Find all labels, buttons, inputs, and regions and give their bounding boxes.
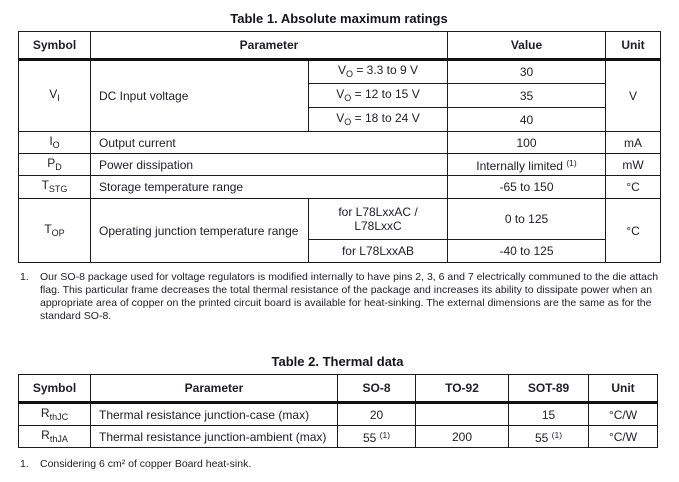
parameter-power-dissipation: Power dissipation <box>91 154 448 176</box>
unit-tstg: °C <box>606 176 661 199</box>
symbol-vi: $V_I$ <box>19 60 91 132</box>
parameter-dc-input-voltage: DC Input voltage <box>91 60 309 132</box>
condition-vo-range-2: $V_O = 12$ to 15 V <box>309 84 448 108</box>
value-top-1: 0 to 125 <box>448 199 606 240</box>
value-top-2: -40 to 125 <box>448 240 606 263</box>
table2-header-unit: Unit <box>589 375 658 403</box>
value-rthja-sot89: 55 $^{(1)}$ <box>509 426 589 448</box>
table-row-tstg <box>19 176 661 199</box>
table2-header-row <box>19 375 658 403</box>
unit-rthja: °C/W <box>589 426 658 448</box>
thermal-data-table <box>18 374 658 448</box>
table-row-io <box>19 132 661 154</box>
symbol-tstg: $T_{STG}$ <box>19 176 91 199</box>
value-tstg: -65 to 150 <box>448 176 606 199</box>
symbol-top: $T_{OP}$ <box>19 199 91 263</box>
table1-footnote <box>20 271 665 323</box>
table2-header-so8: SO-8 <box>338 375 416 403</box>
value-pd: Internally limited $^{(1)}$ <box>448 154 606 176</box>
table1-header-value: Value <box>448 32 606 60</box>
value-io: 100 <box>448 132 606 154</box>
parameter-output-current: Output current <box>91 132 448 154</box>
symbol-pd: $P_D$ <box>19 154 91 176</box>
symbol-rthjc: $R_{thJC}$ <box>19 403 91 426</box>
condition-vo-range-1: $V_O = 3.3$ to 9 V <box>309 60 448 84</box>
unit-rthjc: °C/W <box>589 403 658 426</box>
value-rthjc-sot89: 15 <box>509 403 589 426</box>
table2-header-to92: TO-92 <box>416 375 509 403</box>
parameter-operating-junction-temp: Operating junction temperature range <box>91 199 309 263</box>
condition-l78lxxab: for L78LxxAB <box>309 240 448 263</box>
table2-header-sot89: SOT-89 <box>509 375 589 403</box>
table1-header-row <box>19 32 661 60</box>
table-row-rthja <box>19 426 658 448</box>
table2-header-parameter: Parameter <box>91 375 338 403</box>
table-row-pd <box>19 154 661 176</box>
value-rthjc-to92 <box>416 403 509 426</box>
value-rthjc-so8: 20 <box>338 403 416 426</box>
footnote-text: Considering 6 cm² of copper Board heat-sink. <box>40 458 252 470</box>
value-rthja-to92: 200 <box>416 426 509 448</box>
table-row-rthjc <box>19 403 658 426</box>
value-vi-2: 35 <box>448 84 606 108</box>
value-rthja-so8: 55 $^{(1)}$ <box>338 426 416 448</box>
footnote-text: Our SO-8 package used for voltage regulators is modified internally to have pins 2, 3, 6 and 7 electrically communed to the die attach flag. This particular frame decreases the total thermal resistance of the package and increases its ability to dissipate power when an appropriate area of copper on the printed circuit board is available for heat-sinking. The external dimensions are the same as for the standard SO-8. <box>40 271 659 322</box>
absolute-maximum-ratings-table <box>18 31 661 263</box>
symbol-io: $I_O$ <box>19 132 91 154</box>
unit-vi: V <box>606 60 661 132</box>
parameter-junction-ambient: Thermal resistance junction-ambient (max) <box>91 426 338 448</box>
condition-l78lxxac: for L78LxxAC / L78LxxC <box>309 199 448 240</box>
parameter-storage-temp-range: Storage temperature range <box>91 176 448 199</box>
table2-footnote <box>20 458 665 471</box>
value-vi-3: 40 <box>448 108 606 132</box>
table1-header-parameter: Parameter <box>91 32 448 60</box>
parameter-junction-case: Thermal resistance junction-case (max) <box>91 403 338 426</box>
condition-vo-range-3: $V_O = 18$ to 24 V <box>309 108 448 132</box>
footnote-number: 1. <box>20 458 29 470</box>
table2-title: Table 2. Thermal data <box>271 354 404 369</box>
table2-header-symbol: Symbol <box>19 375 91 403</box>
table1-header-unit: Unit <box>606 32 661 60</box>
footnote-number: 1. <box>20 271 29 283</box>
value-vi-1: 30 <box>448 60 606 84</box>
unit-top: °C <box>606 199 661 263</box>
table1-title: Table 1. Absolute maximum ratings <box>230 11 448 26</box>
symbol-rthja: $R_{thJA}$ <box>19 426 91 448</box>
unit-io: mA <box>606 132 661 154</box>
table-row-top-1 <box>19 199 661 240</box>
table1-header-symbol: Symbol <box>19 32 91 60</box>
table-row-vi-1 <box>19 60 661 84</box>
unit-pd: mW <box>606 154 661 176</box>
